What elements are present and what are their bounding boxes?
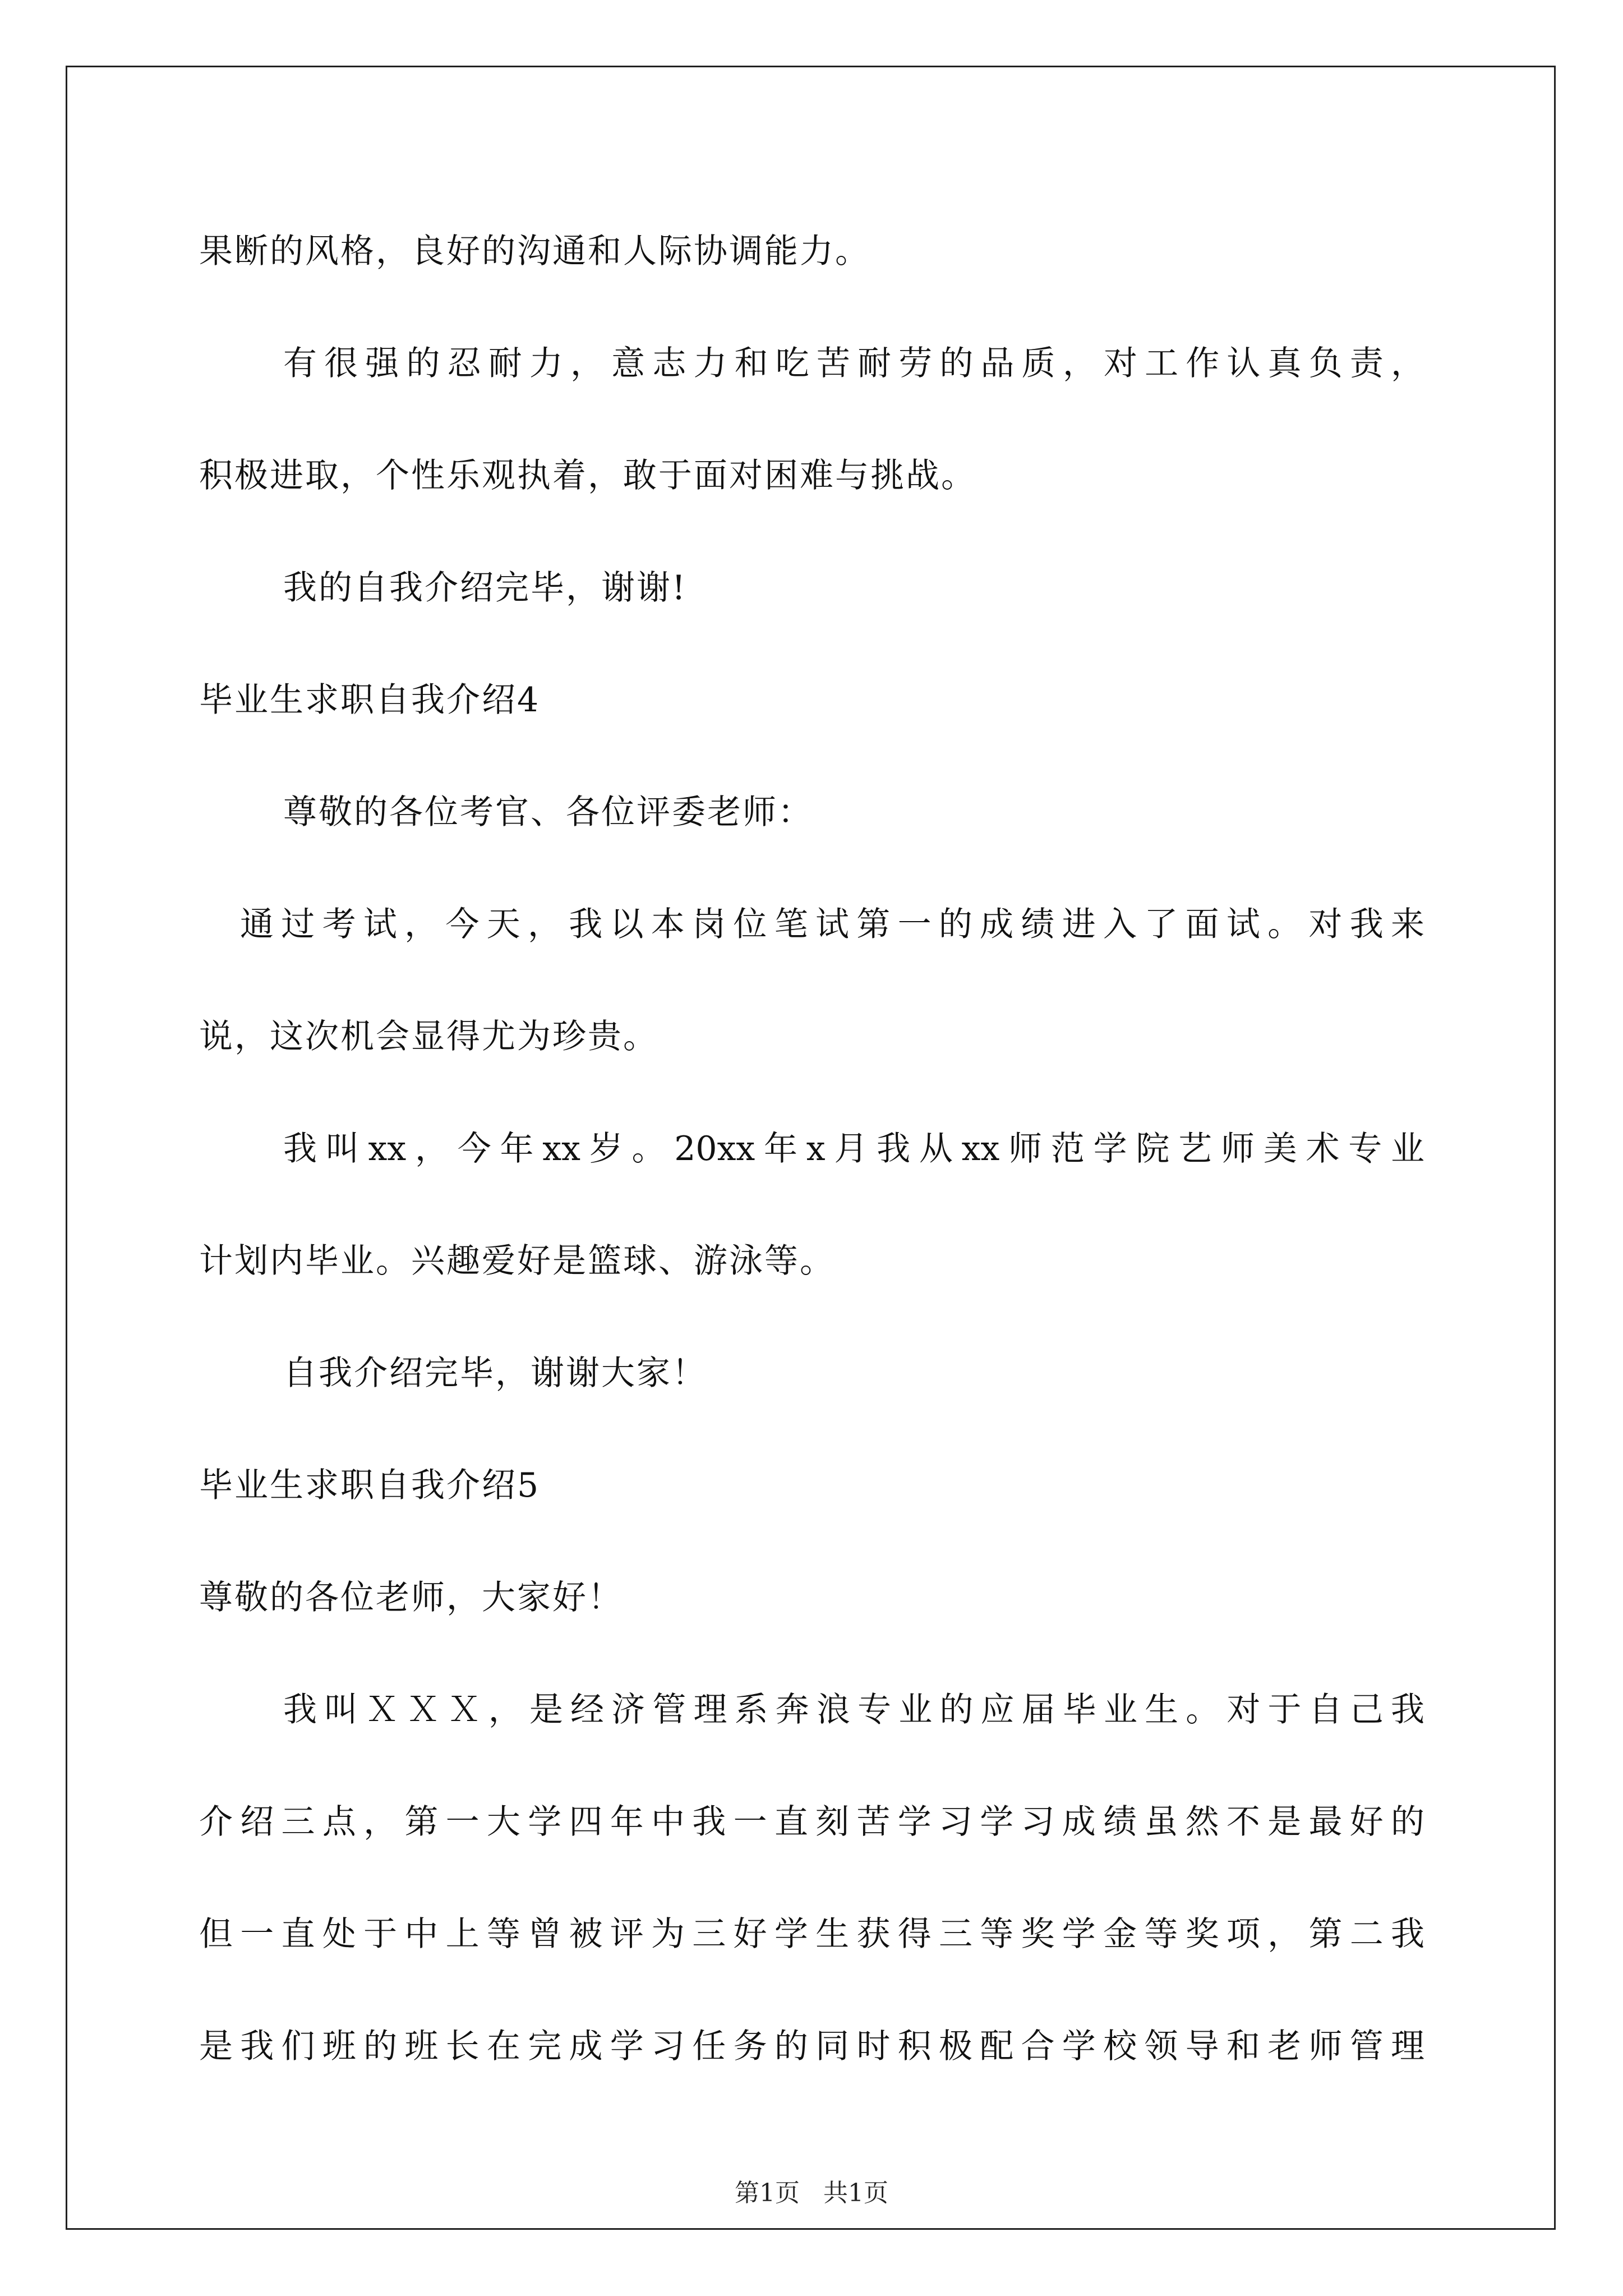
paragraph-line: 自我介绍完毕，谢谢大家！ (283, 1354, 707, 1393)
paragraph-line: 尊敬的各位老师，大家好！ (199, 1578, 623, 1617)
paragraph-line: 尊敬的各位考官、各位评委老师： (283, 793, 813, 832)
section-heading: 毕业生求职自我介绍4 (199, 680, 541, 720)
paragraph-line: 积极进取，个性乐观执着，敢于面对困难与挑战。 (199, 456, 976, 495)
paragraph-line: 但一直处于中上等曾被评为三好学生获得三等奖学金等奖项，第二我 (199, 1915, 1424, 1954)
paragraph-line: 是我们班的班长在完成学习任务的同时积极配合学校领导和老师管理 (199, 2027, 1424, 2066)
paragraph-line: 计划内毕业。兴趣爱好是篮球、游泳等。 (199, 1241, 835, 1281)
paragraph-line: 我的自我介绍完毕，谢谢! (283, 568, 688, 608)
paragraph-line: 通过考试，今天，我以本岗位笔试第一的成绩进入了面试。对我来 (240, 905, 1424, 944)
page-number-footer: 第1页 共1页 (735, 2179, 888, 2207)
paragraph-line: 我叫ＸＸＸ，是经济管理系奔浪专业的应届毕业生。对于自己我 (283, 1690, 1424, 1729)
paragraph-line: 有很强的忍耐力，意志力和吃苦耐劳的品质，对工作认真负责， (283, 344, 1424, 383)
section-heading: 毕业生求职自我介绍5 (199, 1466, 541, 1505)
paragraph-line: 说，这次机会显得尤为珍贵。 (199, 1017, 658, 1056)
paragraph-line: 我叫xx，今年xx岁。20xx年x月我从xx师范学院艺师美术专业 (283, 1129, 1424, 1168)
paragraph-line: 果断的风格，良好的沟通和人际协调能力。 (199, 232, 870, 271)
paragraph-line: 介绍三点，第一大学四年中我一直刻苦学习学习成绩虽然不是最好的 (199, 1802, 1424, 1842)
